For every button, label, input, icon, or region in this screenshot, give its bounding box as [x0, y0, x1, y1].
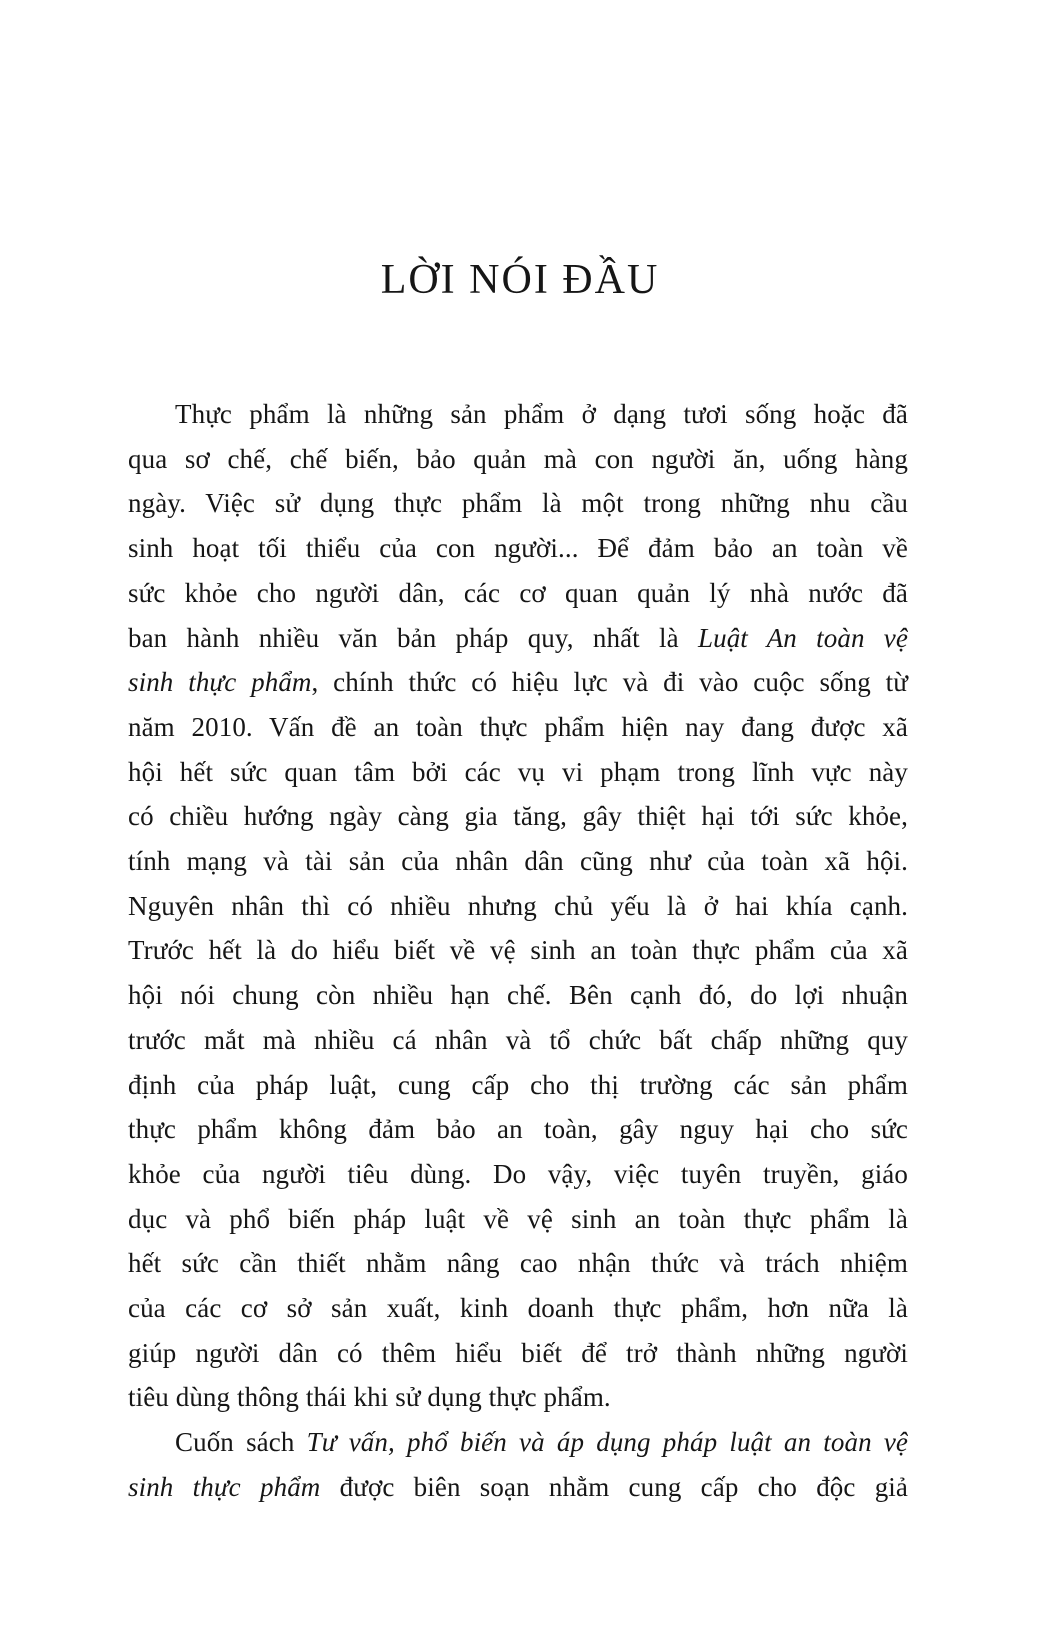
text-segment: định của pháp luật, cung cấp cho thị trường các sản phẩm: [128, 1069, 908, 1100]
text-line: [128, 1331, 908, 1376]
text-line: [128, 1465, 908, 1510]
text-line: [128, 1420, 908, 1465]
text-line: [128, 1107, 908, 1152]
text-segment: tiêu dùng thông thái khi sử dụng thực phẩm.: [128, 1382, 611, 1413]
text-segment: thực phẩm không đảm bảo an toàn, gây nguy hại cho sức: [128, 1114, 908, 1145]
text-segment: Trước hết là do hiểu biết về vệ sinh an toàn thực phẩm của xã: [128, 935, 908, 966]
text-segment: ban hành nhiều văn bản pháp quy, nhất là: [128, 622, 698, 653]
text-segment: , chính thức có hiệu lực và đi vào cuộc sống từ: [311, 667, 908, 698]
text-line: [128, 616, 908, 661]
text-line: [128, 526, 908, 571]
italic-text-segment: Tư vấn, phổ biến và áp dụng pháp luật an toàn vệ: [306, 1427, 909, 1458]
italic-text-segment: sinh thực phẩm: [128, 667, 312, 698]
text-line: [128, 481, 908, 526]
text-segment: sức khỏe cho người dân, các cơ quan quản lý nhà nước đã: [128, 577, 908, 608]
text-segment: tính mạng và tài sản của nhân dân cũng như của toàn xã hội.: [128, 846, 908, 877]
text-line: [128, 928, 908, 973]
text-line: [128, 794, 908, 839]
text-segment: của các cơ sở sản xuất, kinh doanh thực phẩm, hơn nữa là: [128, 1293, 908, 1324]
page-title: LỜI NÓI ĐẦU: [380, 257, 660, 303]
text-line: [128, 1152, 908, 1197]
text-line: [128, 437, 908, 482]
text-line: [128, 839, 908, 884]
text-segment: trước mắt mà nhiều cá nhân và tổ chức bất chấp những quy: [128, 1024, 908, 1055]
text-line: [128, 750, 908, 795]
text-line: [128, 884, 908, 929]
text-segment: hội nói chung còn nhiều hạn chế. Bên cạnh đó, do lợi nhuận: [128, 980, 908, 1011]
text-segment: giúp người dân có thêm hiểu biết để trở thành những người: [128, 1337, 908, 1368]
italic-text-segment: Luật An toàn vệ: [697, 622, 908, 653]
text-segment: Nguyên nhân thì có nhiều nhưng chủ yếu là ở hai khía cạnh.: [128, 890, 908, 921]
text-line: [128, 571, 908, 616]
text-segment: ngày. Việc sử dụng thực phẩm là một trong những nhu cầu: [128, 488, 908, 519]
text-segment: hội hết sức quan tâm bởi các vụ vi phạm trong lĩnh vực này: [128, 756, 908, 787]
text-line: [128, 1018, 908, 1063]
text-line: [128, 1241, 908, 1286]
text-line: [128, 1375, 908, 1420]
body-text: [128, 392, 908, 1510]
text-segment: Cuốn sách: [175, 1427, 307, 1458]
text-segment: dục và phổ biến pháp luật về vệ sinh an toàn thực phẩm là: [128, 1203, 908, 1234]
italic-text-segment: sinh thực phẩm: [128, 1471, 321, 1502]
text-line: [128, 1286, 908, 1331]
text-segment: năm 2010. Vấn đề an toàn thực phẩm hiện nay đang được xã: [128, 711, 908, 742]
text-segment: Thực phẩm là những sản phẩm ở dạng tươi sống hoặc đã: [175, 399, 908, 429]
text-segment: qua sơ chế, chế biến, bảo quản mà con người ăn, uống hàng: [128, 443, 908, 474]
text-line: [128, 1197, 908, 1242]
text-line: [128, 660, 908, 705]
text-line: [128, 1063, 908, 1108]
text-line: [128, 705, 908, 750]
text-line: [128, 973, 908, 1018]
text-segment: hết sức cần thiết nhằm nâng cao nhận thức và trách nhiệm: [128, 1248, 908, 1279]
text-segment: được biên soạn nhằm cung cấp cho độc giả: [320, 1471, 908, 1502]
text-segment: có chiều hướng ngày càng gia tăng, gây thiệt hại tới sức khỏe,: [128, 801, 908, 832]
text-line: [128, 392, 908, 437]
text-segment: khỏe của người tiêu dùng. Do vậy, việc tuyên truyền, giáo: [128, 1158, 908, 1189]
text-segment: sinh hoạt tối thiểu của con người... Để đảm bảo an toàn về: [128, 533, 908, 564]
